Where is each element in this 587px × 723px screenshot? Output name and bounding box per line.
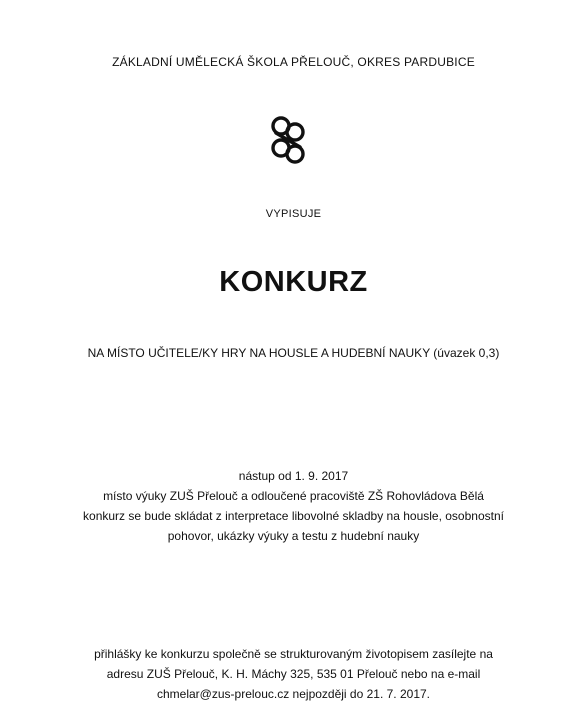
application-line: adresu ZUŠ Přelouč, K. H. Máchy 325, 535 01 Přelouč nebo na e-mail [106,667,481,681]
school-name: ZÁKLADNÍ UMĚLECKÁ ŠKOLA PŘELOUČ, OKRES PARDUBICE [112,55,475,69]
application-block [0,644,587,704]
detail-line: nástup od 1. 9. 2017 [238,469,349,483]
detail-line: pohovor, ukázky výuky a testu z hudební nauky [167,529,420,543]
detail-line: místo výuky ZUŠ Přelouč a odloučené pracoviště ZŠ Rohovládova Bělá [103,489,484,503]
knot-logo-icon [266,115,310,165]
application-line: přihlášky ke konkurzu společně se strukturovaným životopisem zasílejte na [94,647,493,661]
announcement-verb: VYPISUJE [265,208,322,220]
detail-line: konkurz se bude skládat z interpretace libovolné skladby na housle, osobnostní [83,509,504,523]
details-block [0,466,587,546]
position-description: NA MÍSTO UČITELE/KY HRY NA HOUSLE A HUDEBNÍ NAUKY (úvazek 0,3) [87,346,500,360]
application-line: chmelar@zus-prelouc.cz nejpozději do 21. 7. 2017. [157,687,430,701]
page-title: KONKURZ [219,266,368,298]
